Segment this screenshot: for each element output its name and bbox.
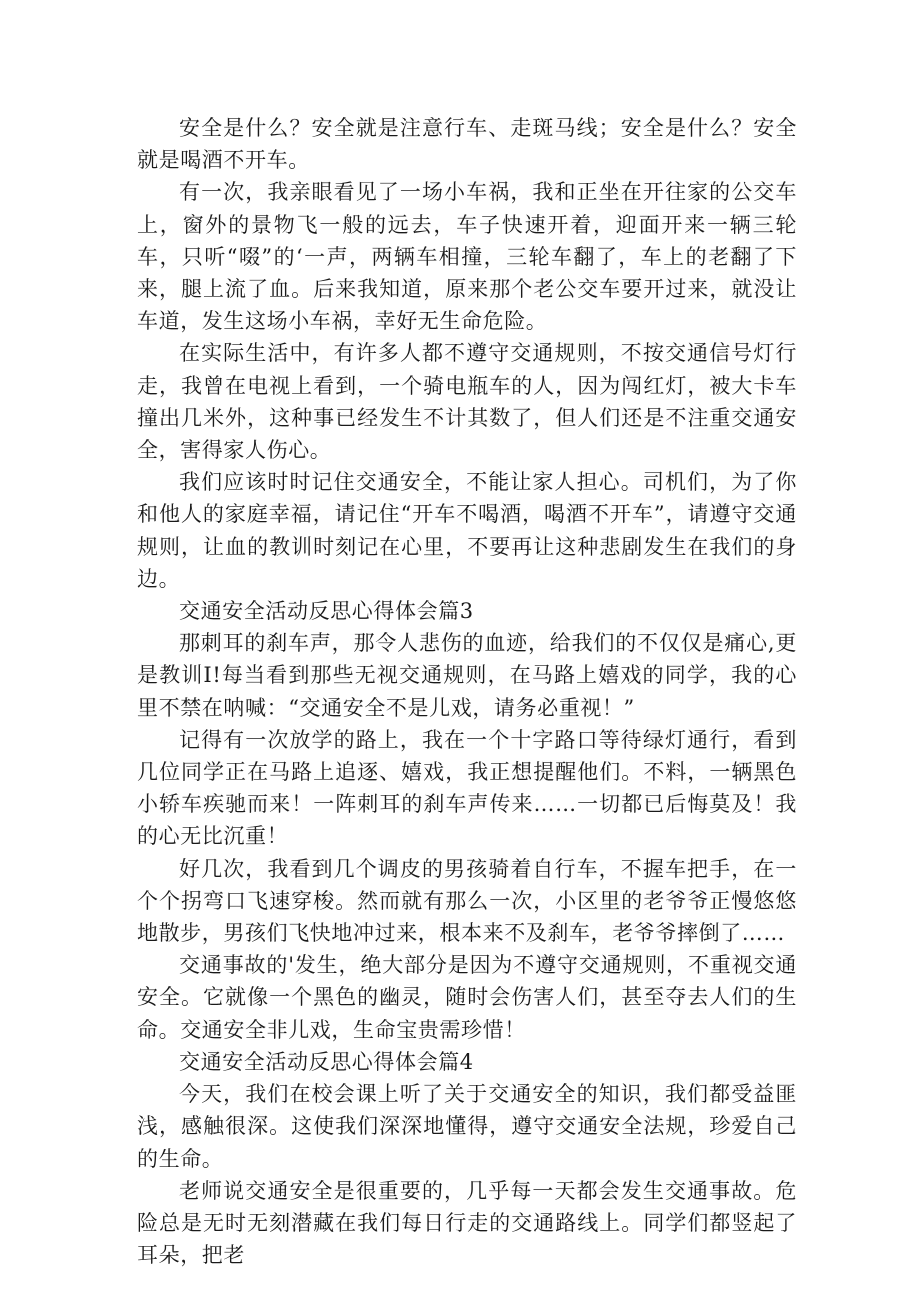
paragraph: 今天，我们在校会课上听了关于交通安全的知识，我们都受益匪浅，感触很深。这使我们深深地懂得，遵守交通安全法规，珍爱自己的生命。 — [137, 1082, 797, 1171]
paragraph: 交通事故的'发生，绝大部分是因为不遵守交通规则，不重视交通安全。它就像一个黑色的幽灵，随时会伤害人们，甚至夺去人们的生命。交通安全非儿戏，生命宝贵需珍惜！ — [137, 953, 797, 1042]
paragraph: 好几次，我看到几个调皮的男孩骑着自行车，不握车把手，在一个个拐弯口飞速穿梭。然而就有那么一次，小区里的老爷爷正慢悠悠地散步，男孩们飞快地冲过来，根本来不及刹车，老爷爷摔倒了…… — [137, 856, 797, 946]
paragraph: 记得有一次放学的路上，我在一个十字路口等待绿灯通行，看到几位同学正在马路上追逐、嬉戏，我正想提醒他们。不料，一辆黑色小轿车疾驰而来！一阵刺耳的刹车声传来……一切都已后悔莫及！我的心无比沉重！ — [137, 727, 797, 849]
paragraph: 老师说交通安全是很重要的，几乎每一天都会发生交通事故。危险总是无时无刻潜藏在我们每日行走的交通路线上。同学们都竖起了耳朵，把老 — [137, 1178, 797, 1268]
section-heading: 交通安全活动反思心得体会篇3 — [179, 599, 474, 624]
paragraph: 我们应该时时记住交通安全，不能让家人担心。司机们，为了你和他人的家庭幸福，请记住“开车不喝酒，喝酒不开车”，请遵守交通规则，让血的教训时刻记在心里，不要再让这种悲剧发生在我们的身边。 — [137, 470, 797, 591]
paragraph: 在实际生活中，有许多人都不遵守交通规则，不按交通信号灯行走，我曾在电视上看到，一个骑电瓶车的人，因为闯红灯，被大卡车撞出几米外，这种事已经发生不计其数了，但人们还是不注重交通安全，害得家人伤心。 — [137, 341, 797, 463]
paragraph: 那刺耳的刹车声，那令人悲伤的血迹，给我们的不仅仅是痛心,更是教训I!每当看到那些无视交通规则，在马路上嬉戏的同学，我的心里不禁在呐喊：“交通安全不是儿戏，请务必重视！” — [137, 631, 797, 720]
paragraph: 安全是什么？安全就是注意行车、走斑马线；安全是什么？安全就是喝酒不开车。 — [137, 116, 797, 173]
paragraph: 有一次，我亲眼看见了一场小车祸，我和正坐在开往家的公交车上，窗外的景物飞一般的远去，车子快速开着，迎面开来一辆三轮车，只听“啜”的‘一声，两辆车相撞，三轮车翻了，车上的老翻了下来，腿上流了血。后来我知道，原来那个老公交车要开过来，就没让车道，发生这场小车祸，幸好无生命危险。 — [137, 180, 797, 334]
section-heading: 交通安全活动反思心得体会篇4 — [179, 1049, 474, 1074]
document-body — [137, 112, 797, 1271]
